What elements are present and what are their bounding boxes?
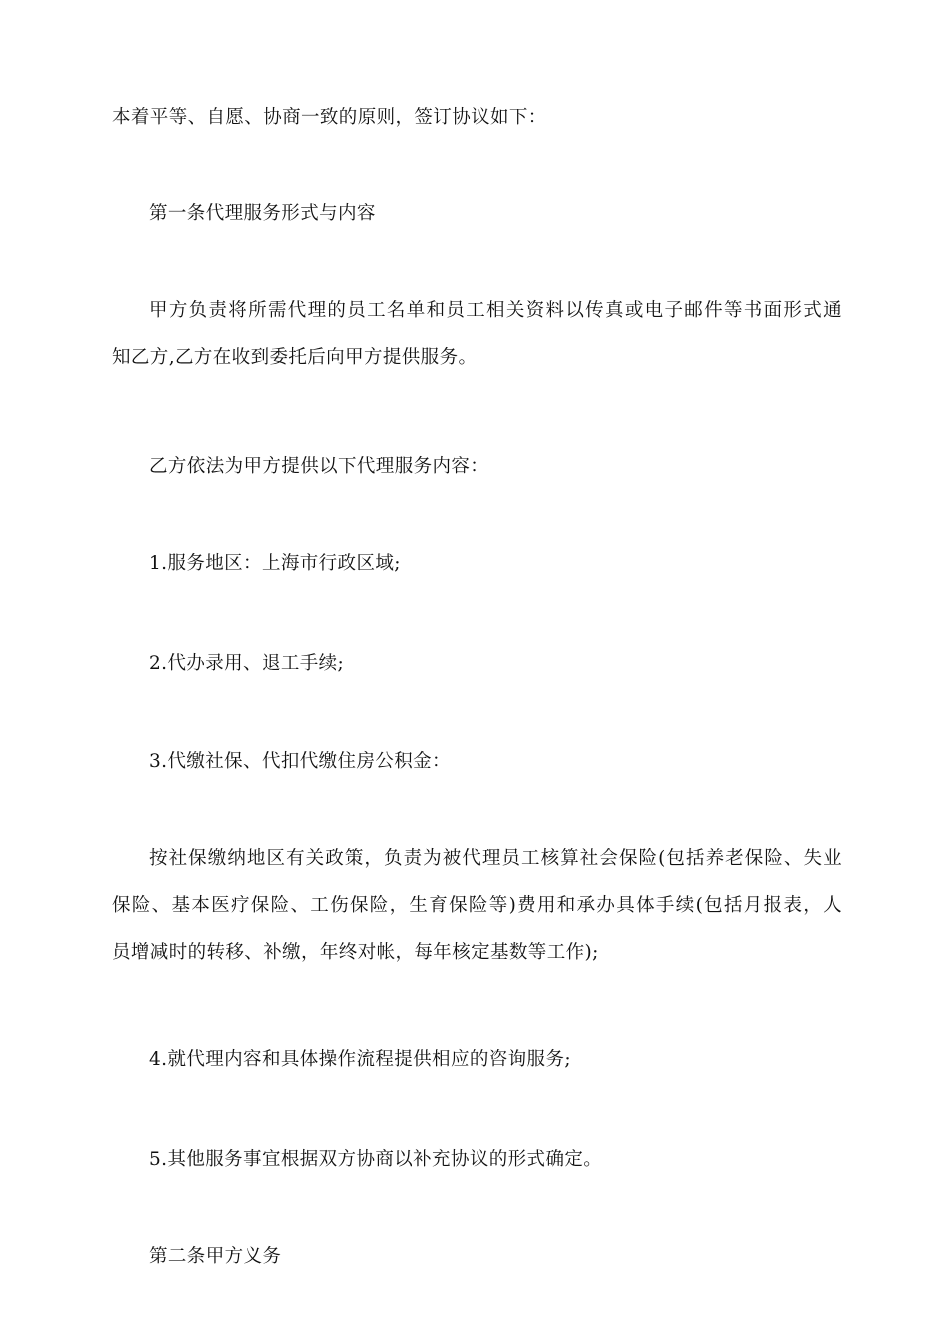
text-line: 保险、基本医疗保险、工伤保险，生育保险等)费用和承办具体手续(包括月报表，人 — [112, 895, 842, 916]
text-line: 员增减时的转移、补缴，年终对帐，每年核定基数等工作); — [112, 942, 599, 963]
text-line: 4.就代理内容和具体操作流程提供相应的咨询服务; — [149, 1049, 571, 1070]
party-a-notice-paragraph — [112, 287, 842, 381]
text-line: 2.代办录用、退工手续; — [149, 653, 345, 674]
list-item-1 — [112, 540, 842, 587]
text-line: 乙方依法为甲方提供以下代理服务内容： — [149, 456, 490, 477]
list-item-3 — [112, 738, 842, 785]
text-line: 第二条甲方义务 — [149, 1246, 282, 1267]
text-line: 甲方负责将所需代理的员工名单和员工相关资料以传真或电子邮件等书面形式通 — [149, 300, 842, 321]
text-line: 5.其他服务事宜根据双方协商以补充协议的形式确定。 — [149, 1149, 603, 1170]
list-item-2 — [112, 640, 842, 687]
text-line: 按社保缴纳地区有关政策，负责为被代理员工核算社会保险(包括养老保险、失业 — [149, 848, 842, 869]
intro-paragraph — [112, 94, 842, 141]
list-item-4 — [112, 1036, 842, 1083]
text-line: 第一条代理服务形式与内容 — [149, 203, 376, 224]
article-2-heading — [112, 1233, 842, 1280]
text-line: 1.服务地区：上海市行政区域; — [149, 553, 401, 574]
list-item-5 — [112, 1136, 842, 1183]
text-line: 3.代缴社保、代扣代缴住房公积金： — [149, 751, 451, 772]
article-1-heading — [112, 190, 842, 237]
service-content-intro — [112, 443, 842, 490]
social-insurance-paragraph — [112, 835, 842, 976]
text-line: 本着平等、自愿、协商一致的原则，签订协议如下： — [112, 107, 547, 128]
text-line: 知乙方,乙方在收到委托后向甲方提供服务。 — [112, 347, 478, 368]
